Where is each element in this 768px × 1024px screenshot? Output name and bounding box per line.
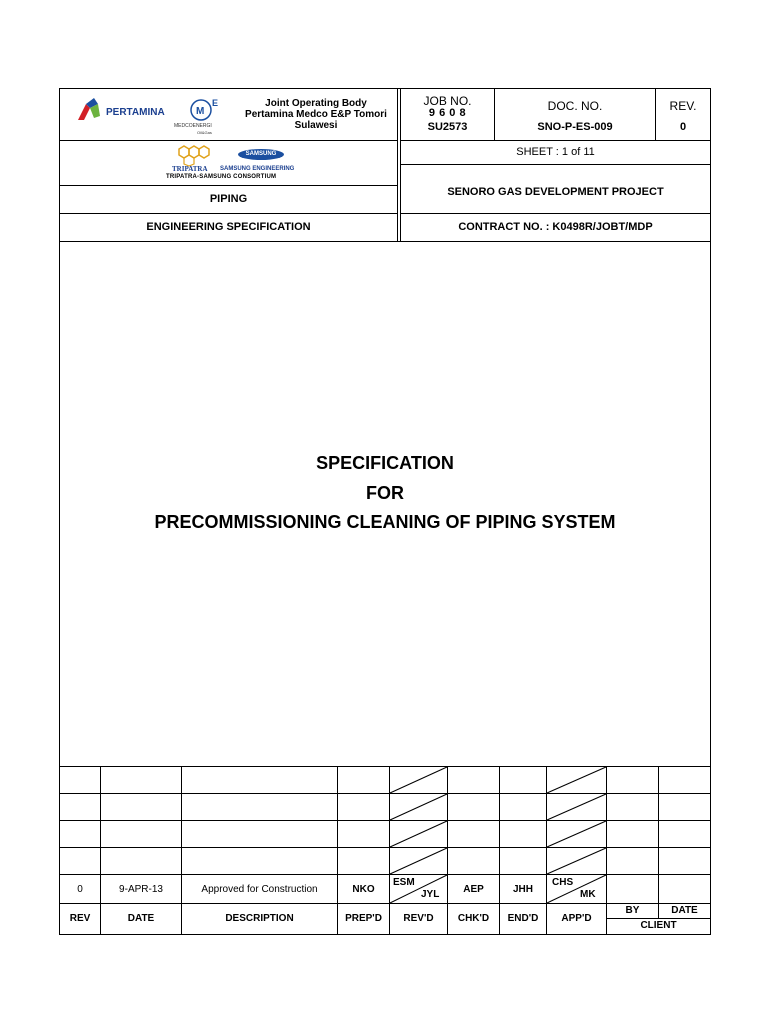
revision-row-appd-top: CHS — [552, 877, 574, 888]
svg-text:E: E — [212, 98, 219, 108]
joint-line-3: Sulawesi — [294, 120, 338, 131]
project-name: SENORO GAS DEVELOPMENT PROJECT — [447, 186, 664, 198]
document-type: ENGINEERING SPECIFICATION — [146, 221, 311, 233]
revision-row-endd: JHH — [512, 884, 533, 895]
document-title-line-1: SPECIFICATION — [316, 453, 454, 473]
job-code: SU2573 — [427, 121, 468, 133]
revision-row-chkd: AEP — [463, 884, 484, 895]
revision-value: 0 — [679, 121, 687, 133]
pertamina-label: PERTAMINA — [106, 107, 165, 118]
revision-row-prepd: NKO — [352, 884, 375, 895]
header-client: CLIENT — [640, 920, 677, 931]
header-client-date: DATE — [671, 905, 698, 916]
samsung-engineering-label: SAMSUNG ENGINEERING — [220, 166, 295, 172]
header-prepd: PREP'D — [345, 913, 382, 924]
revision-row-appd-bottom: MK — [580, 889, 596, 900]
medco-label: MEDCOENERGI — [174, 123, 212, 129]
header-appd: APP'D — [561, 913, 592, 924]
joint-line-2: Pertamina Medco E&P Tomori — [245, 109, 387, 120]
revision-row-description: Approved for Construction — [201, 884, 318, 895]
header-revd: REV'D — [403, 913, 434, 924]
revision-label: REV. — [669, 99, 697, 113]
document-title-line-3: PRECOMMISSIONING CLEANING OF PIPING SYSTEM — [154, 512, 616, 532]
header-description: DESCRIPTION — [225, 913, 294, 924]
header-date: DATE — [127, 913, 155, 924]
revision-row-rev: 0 — [77, 884, 83, 895]
revision-row-date: 9-APR-13 — [119, 884, 163, 895]
samsung-label: SAMSUNG — [245, 151, 277, 157]
consortium-label: TRIPATRA-SAMSUNG CONSORTIUM — [166, 174, 277, 180]
medco-sub-label: Oil&Gas — [197, 130, 212, 135]
header-chkd: CHK'D — [457, 913, 490, 924]
contract-number: CONTRACT NO. : K0498R/JOBT/MDP — [458, 221, 653, 233]
sheet-number: SHEET : 1 of 11 — [516, 146, 595, 158]
joint-line-1: Joint Operating Body — [265, 98, 367, 109]
doc-number: SNO-P-ES-009 — [537, 121, 613, 133]
doc-number-label: DOC. NO. — [547, 99, 603, 113]
tripatra-label: TRIPATRA — [172, 165, 208, 173]
header-client-by: BY — [625, 905, 640, 916]
job-number: 9 6 0 8 — [428, 107, 467, 119]
revision-row-revd-top: ESM — [393, 877, 415, 888]
header-endd: END'D — [507, 913, 539, 924]
revision-row-revd-bottom: JYL — [421, 889, 440, 900]
svg-text:M: M — [196, 106, 205, 117]
document-title-line-2: FOR — [366, 483, 404, 503]
header-rev: REV — [69, 913, 91, 924]
discipline: PIPING — [209, 193, 248, 205]
job-number-label: JOB NO. — [423, 94, 472, 108]
